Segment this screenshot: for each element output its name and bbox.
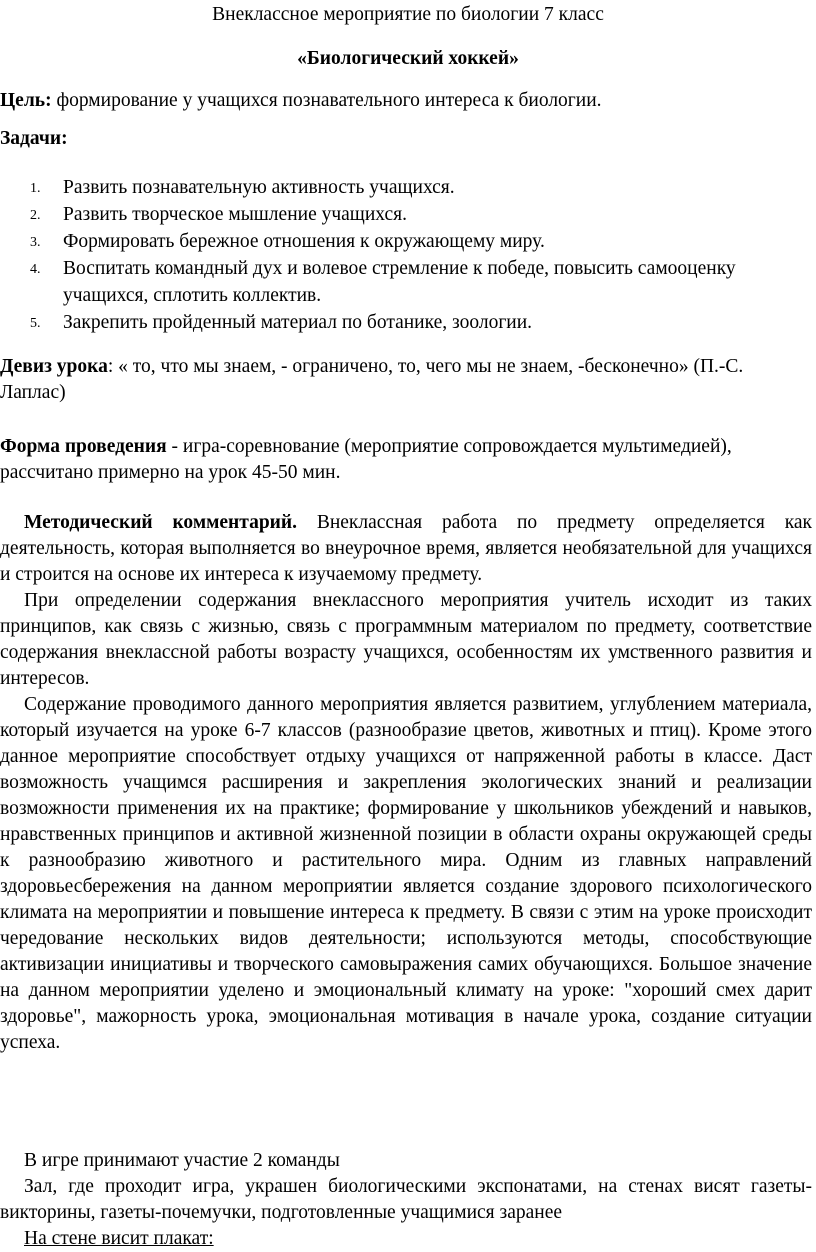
form-paragraph — [0, 434, 812, 486]
list-item — [0, 309, 812, 336]
poster-heading: На стене висит плакат: — [24, 1228, 214, 1249]
list-item — [0, 228, 812, 255]
list-item-text: Развить познавательную активность учащихся. — [63, 177, 455, 198]
goal-label: Цель: — [0, 90, 52, 111]
list-item-number: 5. — [30, 316, 41, 331]
game-paragraph-1: В игре принимают участие 2 команды — [24, 1150, 340, 1171]
method-text-1: Внеклассная работа по предмету определяется как деятельность, которая выполняется во внеурочное время, является необязательной для учащихся и строится на основе их интереса к изучаемому предмету. — [0, 512, 813, 585]
form-label: Форма проведения — [0, 436, 167, 457]
motto-label: Девиз урока — [0, 356, 108, 377]
list-item-text: Воспитать командный дух и волевое стремление к победе, повысить самооценку учащихся, сплотить коллектив. — [63, 258, 736, 306]
list-item-number: 2. — [30, 208, 41, 223]
list-item-number: 4. — [30, 262, 41, 277]
game-section — [0, 1148, 812, 1252]
method-paragraph-3: Содержание проводимого данного мероприятия является развитием, углублением материала, который изучается на уроке 6-7 классов (разнообразие цветов, животных и птиц). Кроме этого данное мероприятие способствует отдыху учащихся от напряженной работы в классе. Даст возможность учащимся расширения и закрепления экологических знаний и реализации возможности применения их на практике; формирование у школьников убеждений и навыков, нравственных принципов и активной жизненной позиции в области охраны окружающей среды к разнообразию животного и растительного мира. Одним из главных направлений здоровьесбережения на данном мероприятии является создание здорового психологического климата на мероприятии и повышение интереса к предмету. В связи с этим на уроке происходит чередование нескольких видов деятельности; используются методы, способствующие активизации инициативы и творческого самовыражения самих обучающихся. Большое значение на данном мероприятии уделено и эмоциональный климату на уроке: "хороший смех дарит здоровье", мажорность урока, эмоциональная мотивация в начале урока, создание ситуации успеха. — [0, 694, 812, 1053]
tasks-list — [0, 174, 812, 336]
list-item — [0, 201, 812, 228]
method-paragraph-1 — [0, 510, 812, 588]
method-paragraph-2: При определении содержания внеклассного мероприятия учитель исходит из таких принципов, как связь с жизнью, связь с программным материалом по предмету, соответствие содержания внеклассной работы возрасту учащихся, особенностям их умственного развития и интересов. — [0, 590, 812, 689]
goal-paragraph — [0, 88, 812, 114]
list-item-number: 1. — [30, 181, 41, 196]
tasks-heading: Задачи: — [0, 128, 68, 149]
motto-text: : « то, что мы знаем, - ограничено, то, чего мы не знаем, -бесконечно» (П.-С. Лаплас) — [0, 356, 744, 403]
goal-text: формирование у учащихся познавательного интереса к биологии. — [51, 90, 602, 111]
form-text: - игра-соревнование (мероприятие сопровождается мультимедией), рассчитано примерно на урок 45-50 мин. — [0, 436, 732, 483]
list-item — [0, 255, 812, 309]
method-label: Методический комментарий. — [24, 512, 298, 533]
game-paragraph-2: Зал, где проходит игра, украшен биологическими экспонатами, на стенах висят газеты-викторины, газеты-почемучки, подготовленные учащимися заранее — [0, 1176, 812, 1223]
list-item-text: Формировать бережное отношения к окружающему миру. — [63, 231, 545, 252]
list-item-text: Развить творческое мышление учащихся. — [63, 204, 407, 225]
motto-paragraph — [0, 354, 812, 406]
document-subtitle: «Биологический хоккей» — [297, 48, 519, 69]
list-item-number: 3. — [30, 235, 41, 250]
list-item-text: Закрепить пройденный материал по ботанике, зоологии. — [63, 312, 533, 333]
method-section — [0, 510, 812, 1056]
document-title: Внеклассное мероприятие по биологии 7 класс — [212, 4, 604, 25]
list-item — [0, 174, 812, 201]
